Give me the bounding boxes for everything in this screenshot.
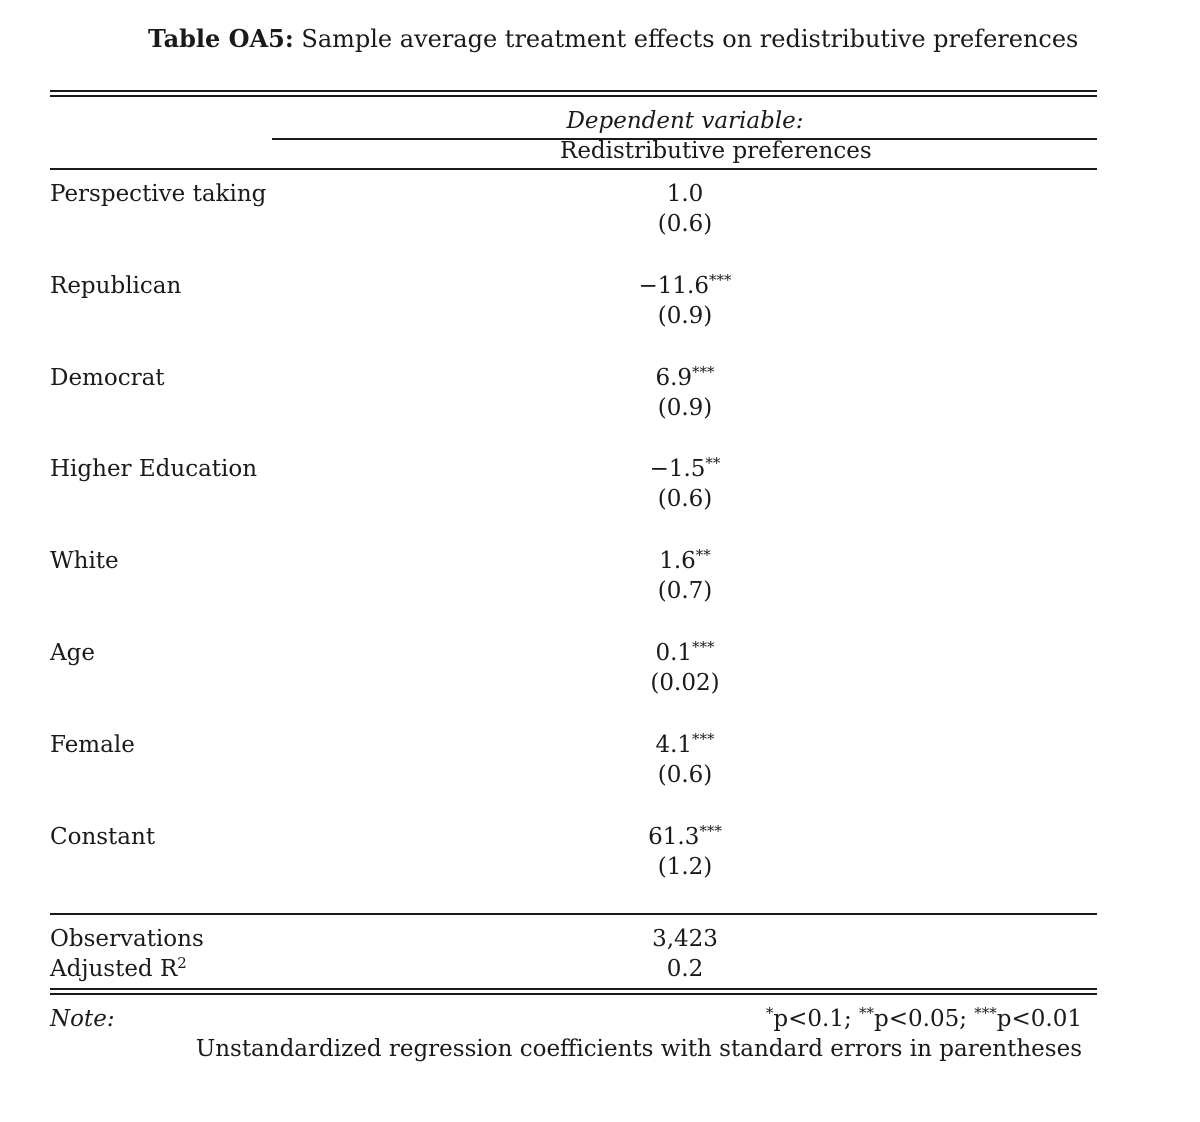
note-label: Note: — [50, 1006, 115, 1032]
adjusted-r2-value: 0.2 — [666, 956, 704, 982]
significance-stars: *** — [708, 270, 732, 289]
row-coefficient — [560, 456, 810, 482]
sig3-text: p<0.01 — [996, 1006, 1082, 1032]
row-standard-error: (0.7) — [657, 578, 713, 605]
observations-value: 3,423 — [652, 926, 718, 952]
row-label: Female — [50, 731, 135, 758]
significance-stars: *** — [692, 637, 715, 656]
sig1-text: p<0.1; — [773, 1006, 860, 1032]
row-coefficient — [560, 637, 810, 666]
significance-stars: ** — [695, 545, 711, 564]
top-rule-2 — [50, 95, 1097, 97]
dependent-variable-label: Dependent variable: — [566, 108, 804, 134]
bottom-rule-2 — [50, 993, 1097, 995]
row-label: Age — [50, 640, 95, 666]
row-standard-error: (0.9) — [657, 394, 713, 421]
row-standard-error: (0.02) — [650, 670, 720, 696]
row-coefficient — [560, 545, 810, 575]
dependent-variable-name: Redistributive preferences — [560, 138, 872, 164]
sig2-star: ** — [859, 1003, 875, 1022]
observations-label: Observations — [50, 926, 204, 952]
header-bottom-rule — [50, 168, 1097, 170]
row-coefficient — [560, 821, 810, 850]
coefficient-value: 1.6 — [659, 548, 696, 575]
sig2-text: p<0.05; — [874, 1006, 975, 1032]
row-label: Republican — [50, 272, 182, 299]
row-standard-error: (0.9) — [657, 302, 713, 329]
significance-stars: *** — [692, 729, 715, 748]
row-label: Higher Education — [50, 456, 258, 483]
stats-top-rule — [50, 913, 1097, 915]
row-coefficient — [560, 729, 810, 758]
row-standard-error: (0.6) — [657, 761, 713, 788]
significance-stars: ** — [705, 454, 721, 473]
coefficient-value: 6.9 — [655, 364, 693, 391]
table-caption — [148, 24, 1078, 53]
significance-stars: *** — [692, 362, 715, 381]
row-label: Democrat — [50, 364, 165, 391]
sig1-star: * — [765, 1003, 774, 1022]
coefficient-value: 61.3 — [648, 823, 700, 850]
row-standard-error: (1.2) — [657, 853, 713, 880]
note-description: Unstandardized regression coefficients with standard errors in parentheses — [195, 1036, 1082, 1062]
adjusted-r2-text: Adjusted R — [50, 956, 178, 982]
sig3-star: *** — [974, 1003, 997, 1022]
row-coefficient — [560, 270, 810, 299]
adjusted-r2-label — [50, 953, 187, 982]
row-label: Perspective taking — [50, 181, 267, 207]
row-label: White — [50, 548, 119, 575]
row-coefficient — [560, 181, 810, 207]
significance-note — [765, 1003, 1082, 1032]
coefficient-value: 1.0 — [666, 181, 704, 207]
coefficient-value: −1.5 — [649, 456, 706, 483]
coefficient-value: 4.1 — [655, 731, 693, 758]
row-label: Constant — [50, 823, 156, 850]
significance-stars: *** — [699, 821, 722, 840]
row-coefficient — [560, 362, 810, 391]
row-standard-error: (0.6) — [657, 211, 713, 237]
top-rule-1 — [50, 90, 1097, 92]
coefficient-value: −11.6 — [638, 272, 709, 299]
table-caption-text: Sample average treatment effects on redistributive preferences — [301, 25, 1079, 53]
table-caption-label: Table OA5: — [148, 24, 294, 53]
coefficient-value: 0.1 — [655, 640, 693, 666]
row-standard-error: (0.6) — [657, 486, 713, 513]
bottom-rule-1 — [50, 988, 1097, 990]
adjusted-r2-superscript: 2 — [177, 953, 187, 972]
